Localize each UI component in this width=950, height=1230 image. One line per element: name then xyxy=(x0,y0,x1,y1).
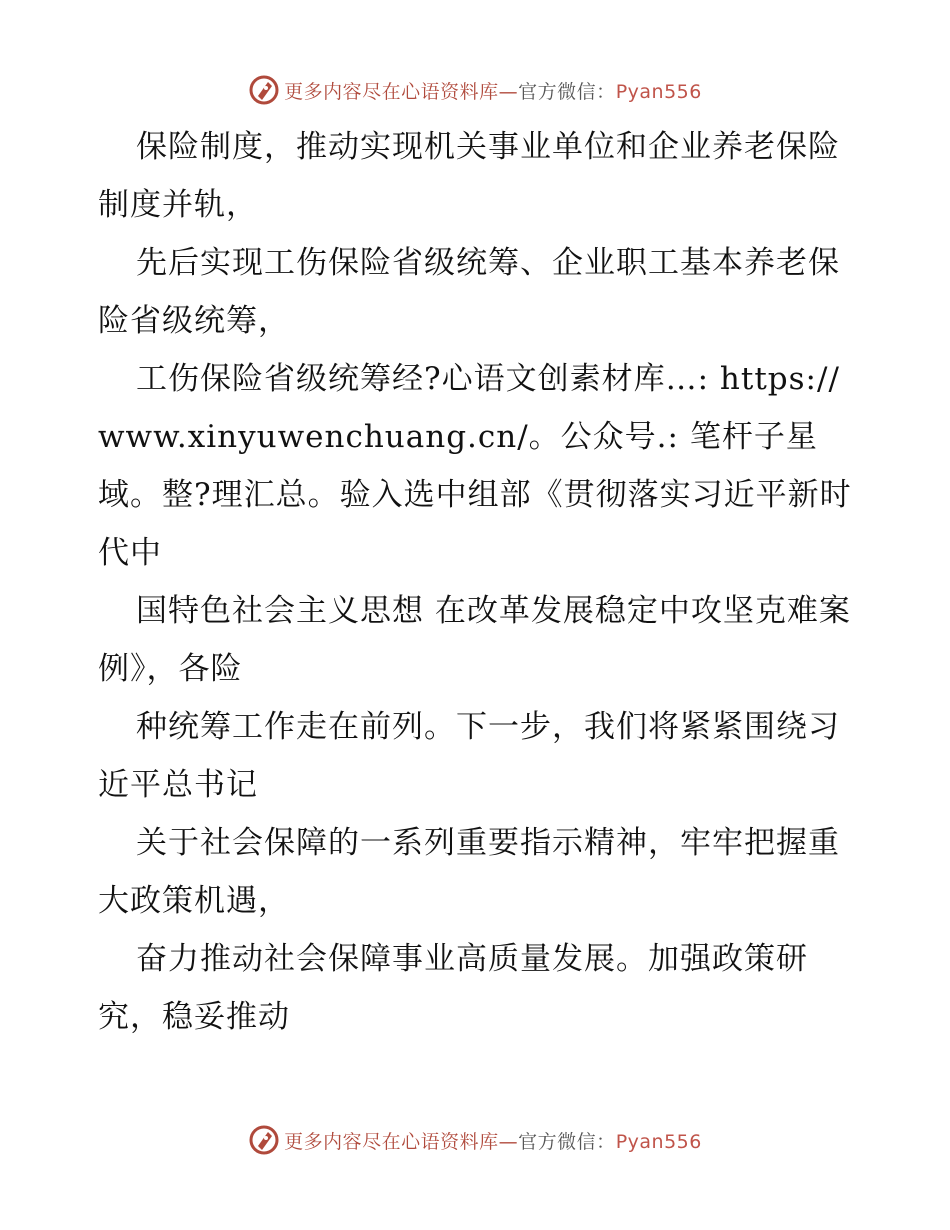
paragraph-6: 关于社会保障的一系列重要指示精神，牢牢把握重大政策机遇， xyxy=(98,825,840,919)
header-wechat-label: 官方微信： xyxy=(518,80,616,103)
footer-banner xyxy=(0,1120,950,1160)
paragraph-5: 种统筹工作走在前列。下一步，我们将紧紧围绕习近平总书记 xyxy=(98,709,840,803)
pen-nib-circle-icon xyxy=(248,74,280,106)
footer-wechat-label: 官方微信： xyxy=(518,1130,616,1153)
header-banner xyxy=(0,70,950,110)
paragraph-1: 保险制度，推动实现机关事业单位和企业养老保险制度并轨， xyxy=(98,129,840,223)
pen-nib-circle-icon xyxy=(248,1124,280,1156)
header-banner-text: 更多内容尽在心语资料库 xyxy=(284,80,499,103)
footer-dash: — xyxy=(498,1130,519,1153)
paragraph-4: 国特色社会主义思想 在改革发展稳定中攻坚克难案例》，各险 xyxy=(98,593,851,687)
header-dash: — xyxy=(498,80,519,103)
header-wechat-id: Pyan556 xyxy=(615,80,702,103)
footer-wechat-id: Pyan556 xyxy=(615,1130,702,1153)
document-body xyxy=(98,118,858,1046)
paragraph-3: 工伤保险省级统筹经?心语文创素材库…: https://www.xinyuwenchuang.cn/。公众号.: 笔杆子星域。整?理汇总。验入选中组部《贯彻落实习近平新时代中 xyxy=(98,361,852,571)
paragraph-2: 先后实现工伤保险省级统筹、企业职工基本养老保险省级统筹， xyxy=(98,245,840,339)
paragraph-7: 奋力推动社会保障事业高质量发展。加强政策研究，稳妥推动 xyxy=(98,941,808,1035)
footer-banner-text: 更多内容尽在心语资料库 xyxy=(284,1130,499,1153)
